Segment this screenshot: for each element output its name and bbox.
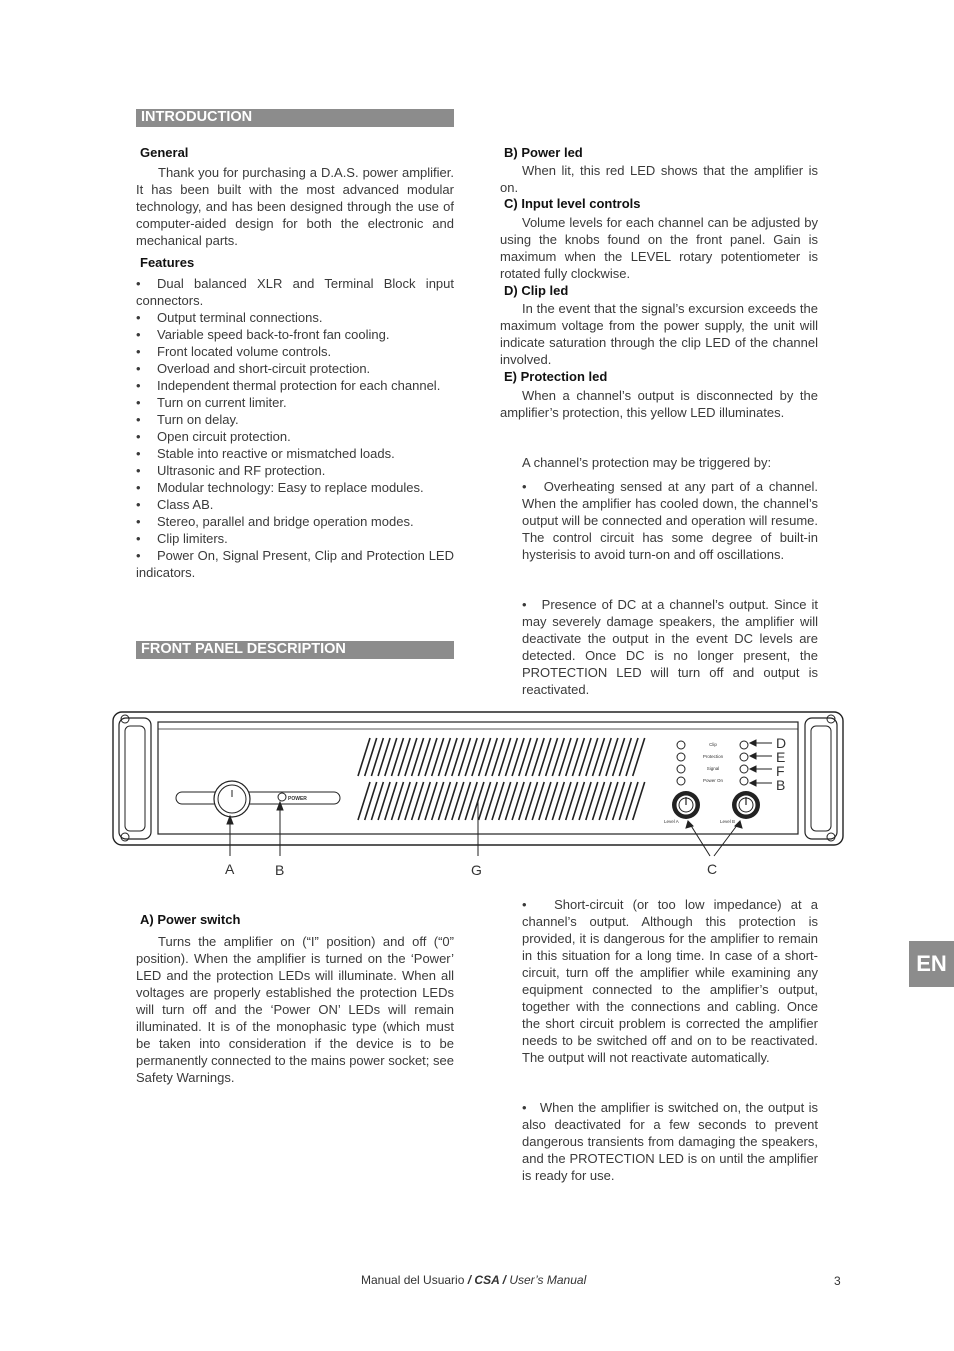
footer-brand: CSA (474, 1273, 500, 1287)
feature-item: • Turn on delay. (136, 412, 239, 427)
feature-item: • Stereo, parallel and bridge operation modes. (136, 514, 414, 529)
feature-item: • Power On, Signal Present, Clip and Protection LED indicators. (136, 548, 454, 580)
clip-led-text: In the event that the signal’s excursion exceeds the maximum voltage from the power supply, the unit will indicate saturation through the clip LED of the channel involved. (500, 301, 818, 367)
features-title: Features (140, 255, 195, 270)
footer-title (361, 1273, 586, 1287)
input-level-title: C) Input level controls (504, 196, 641, 211)
upper-vent-grille (358, 738, 645, 776)
clip-led-title: D) Clip led (504, 283, 569, 298)
power-led-title: B) Power led (504, 145, 583, 160)
general-text: Thank you for purchasing a D.A.S. power amplifier. It has been built with the most advanced modular technology, and has been designed through the use of computer-aided design for both the electronic and mechanical parts. (136, 165, 454, 248)
feature-item: • Turn on current limiter. (136, 395, 287, 410)
feature-item: • Ultrasonic and RF protection. (136, 463, 326, 478)
led-label-power-on: Power On (702, 778, 724, 783)
footer-left: Manual del Usuario (361, 1273, 465, 1287)
level-a-knob (672, 791, 700, 819)
feature-item: • Dual balanced XLR and Terminal Block input connectors. (136, 276, 454, 308)
feature-item: • Output terminal connections. (136, 310, 323, 325)
footer-sep2: / (499, 1273, 510, 1287)
triggered-by-text: A channel’s protection may be triggered by: (522, 455, 772, 470)
feature-item: • Modular technology: Easy to replace modules. (136, 480, 424, 495)
callout-a: A (225, 861, 235, 877)
features-list (136, 275, 454, 581)
led-label-clip: Clip (709, 742, 717, 747)
switch-on-item: • When the amplifier is switched on, the output is also deactivated for a few seconds to prevent dangerous transients from damaging the speakers, and the PROTECTION LED is on until the amplifier is ready for use. (522, 1100, 818, 1183)
level-b-label: Level B (720, 819, 736, 824)
feature-item: • Clip limiters. (136, 531, 228, 546)
callout-b-right: B (776, 777, 786, 793)
callout-g: G (471, 862, 482, 878)
front-panel-diagram (110, 708, 846, 858)
feature-item: • Overload and short-circuit protection. (136, 361, 371, 376)
protection-led-title: E) Protection led (504, 369, 608, 384)
power-led (278, 793, 286, 801)
power-label: POWER (288, 796, 307, 802)
level-a-label: Level A (664, 819, 679, 824)
feature-item: • Variable speed back-to-front fan cooling. (136, 327, 390, 342)
power-led-text: When lit, this red LED shows that the amplifier is on. (500, 163, 818, 195)
input-level-text: Volume levels for each channel can be adjusted by using the knobs found on the front panel. Gain is maximum when the LEVEL rotary potentiometer is rotated fully clockwise. (500, 215, 818, 281)
callout-b: B (275, 862, 285, 878)
short-circuit-item: • Short-circuit (or too low impedance) at a channel’s output. Although this protection is provided, it is dangerous for the amplifier to remain in this situation for a long time. In case of a short-circuit, turn off the amplifier while examining any equipment connected to the amplifier’s output, together with the connections and cabling. Once the short circuit problem is corrected the amplifier needs to be switched off and on to be reactivated. The output will not reactivate automatically. (522, 897, 818, 1065)
feature-item: • Independent thermal protection for each channel. (136, 378, 441, 393)
feature-item: • Front located volume controls. (136, 344, 332, 359)
dc-presence-item: • Presence of DC at a channel’s output. Since it may severely damage speakers, the amplifier will deactivate the output in the event DC levels are detected. Once DC is no longer present, the PROTECTION LED will turn off and output is reactivated. (522, 597, 818, 697)
footer-sep1: / (464, 1273, 475, 1287)
feature-item: • Class AB. (136, 497, 214, 512)
language-tab-en: EN (909, 941, 954, 987)
front-panel-heading: FRONT PANEL DESCRIPTION (136, 641, 454, 659)
lower-vent-grille (358, 782, 645, 820)
introduction-heading: INTRODUCTION (136, 109, 454, 127)
callout-f: F (776, 763, 785, 779)
level-b-knob (732, 791, 760, 819)
power-switch (214, 781, 250, 817)
page-number: 3 (834, 1274, 841, 1288)
callout-e: E (776, 749, 786, 765)
feature-item: • Open circuit protection. (136, 429, 291, 444)
overheating-item: • Overheating sensed at any part of a channel. When the amplifier has cooled down, the channel’s output will be connected and operation will resume. The control circuit has some degree of built-in hysterisis to avoid turn-on and off oscillations. (522, 479, 818, 562)
power-switch-text: Turns the amplifier on (“I” position) and off (“0” position). When the amplifier is turned on the ‘Power’ LED and the protection LEDs will illuminate. When all voltages are properly established the protection LEDs will turn off and the ‘Power ON’ LEDs will remain illuminated. It is of the monophasic type (which must be taken into consideration if the device is to be permanently connected to the mains power socket; see Safety Warnings. (136, 934, 454, 1085)
feature-item: • Stable into reactive or mismatched loads. (136, 446, 395, 461)
power-switch-title: A) Power switch (140, 912, 241, 927)
callout-c: C (707, 861, 718, 877)
protection-led-text: When a channel’s output is disconnected by the amplifier’s protection, this yellow LED illuminates. (500, 388, 818, 420)
general-title: General (140, 145, 189, 160)
led-label-protection: Protection (702, 754, 724, 759)
led-label-signal: Signal (706, 766, 720, 771)
callout-d: D (776, 735, 787, 751)
footer-right: User’s Manual (509, 1273, 587, 1287)
